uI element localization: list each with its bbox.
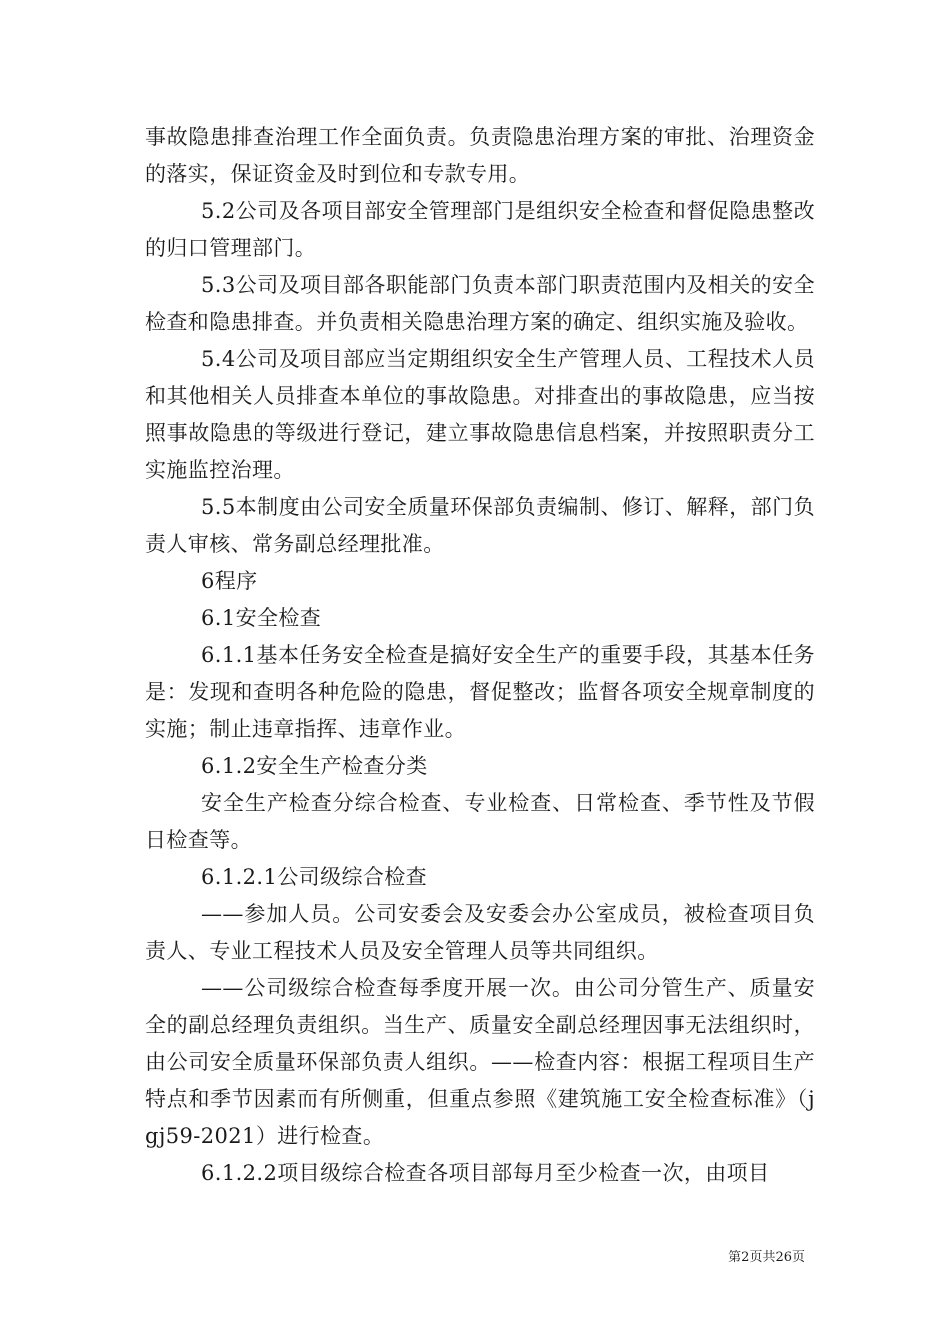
section-heading-6-1-2: 6.1.2安全生产检查分类 — [201, 754, 428, 778]
paragraph-4: 5.4公司及项目部应当定期组织安全生产管理人员、工程技术人员和其他相关人员排查本单位的事故隐患。对排查出的事故隐患，应当按照事故隐患的等级进行登记，建立事故隐患信息档案，并按照职责分工实施监控治理。 — [145, 347, 815, 482]
section-heading-program: 6程序 — [201, 569, 258, 593]
section-heading-6-1-2-1: 6.1.2.1公司级综合检查 — [201, 865, 428, 889]
paragraph-6-1-1: 6.1.1基本任务安全检查是搞好安全生产的重要手段，其基本任务是：发现和查明各种危险的隐患，督促整改；监督各项安全规章制度的实施；制止违章指挥、违章作业。 — [145, 643, 815, 741]
paragraph-5: 5.5本制度由公司安全质量环保部负责编制、修订、解释，部门负责人审核、常务副总经理批准。 — [145, 495, 815, 556]
paragraph-3: 5.3公司及项目部各职能部门负责本部门职责范围内及相关的安全检查和隐患排查。并负责相关隐患治理方案的确定、组织实施及验收。 — [145, 273, 815, 334]
page-number: 第2页共26页 — [728, 1250, 805, 1265]
paragraph-check-types: 安全生产检查分综合检查、专业检查、日常检查、季节性及节假日检查等。 — [145, 791, 815, 852]
paragraph-quarterly-check: ——公司级综合检查每季度开展一次。由公司分管生产、质量安全的副总经理负责组织。当生产、质量安全副总经理因事无法组织时，由公司安全质量环保部负责人组织。——检查内容：根据工程项目生产特点和季节因素而有所侧重，但重点参照《建筑施工安全检查标准》（jgj59-2021）进行检查。 — [145, 976, 815, 1148]
section-heading-safety-check: 6.1安全检查 — [201, 606, 322, 630]
document-body — [145, 119, 815, 1192]
paragraph-2: 5.2公司及各项目部安全管理部门是组织安全检查和督促隐患整改的归口管理部门。 — [145, 199, 815, 260]
paragraph-6-1-2-2: 6.1.2.2项目级综合检查各项目部每月至少检查一次，由项目 — [201, 1161, 770, 1185]
paragraph-participants: ——参加人员。公司安委会及安委会办公室成员，被检查项目负责人、专业工程技术人员及安全管理人员等共同组织。 — [145, 902, 815, 963]
paragraph-1: 事故隐患排查治理工作全面负责。负责隐患治理方案的审批、治理资金的落实，保证资金及时到位和专款专用。 — [145, 125, 815, 186]
